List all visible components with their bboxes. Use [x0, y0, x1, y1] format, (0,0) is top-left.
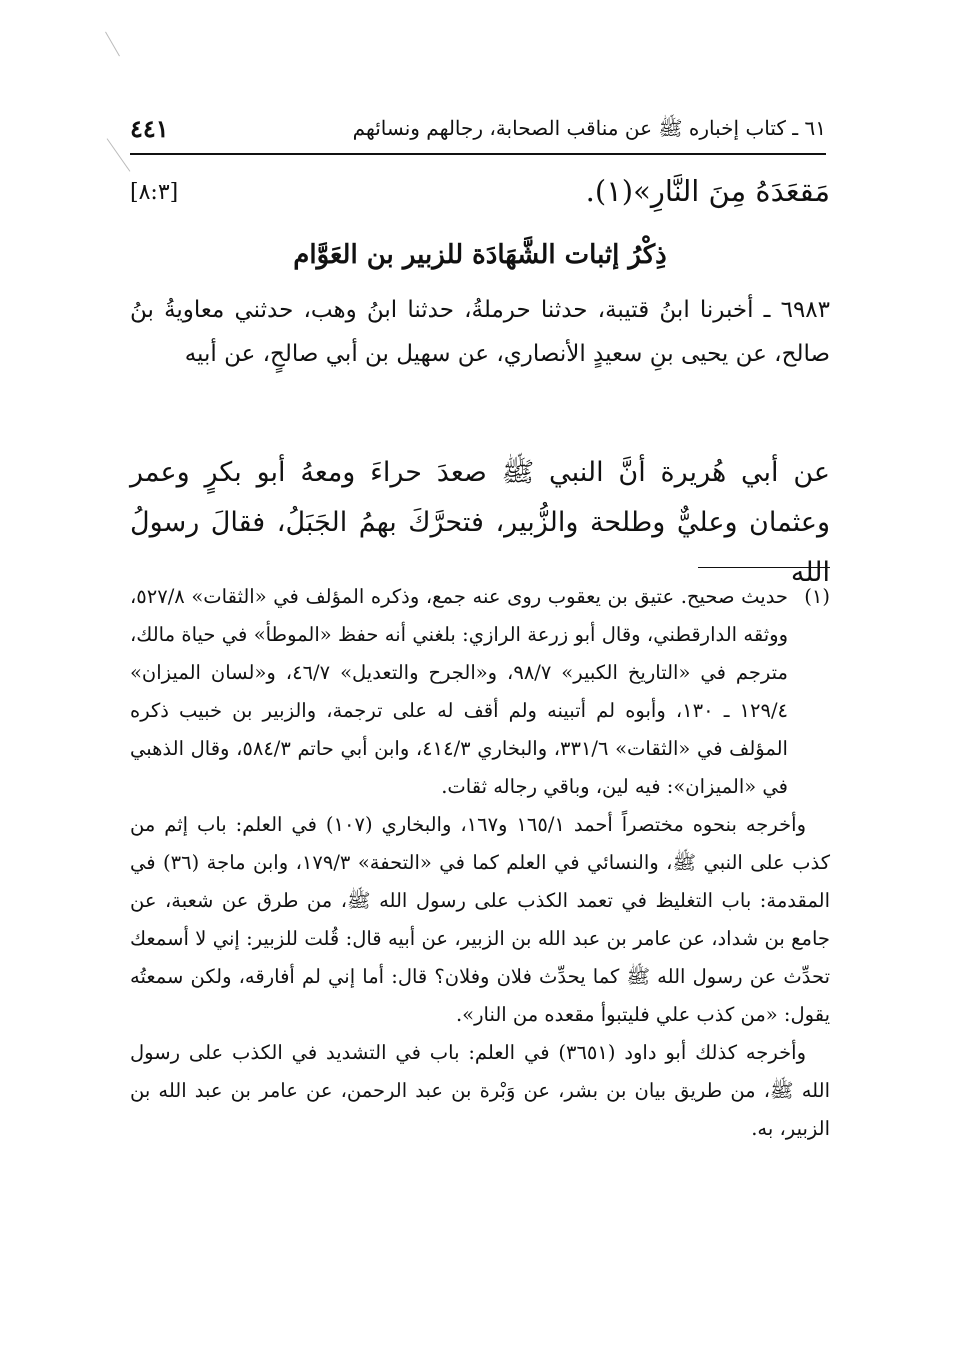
page-number: ٤٤١	[130, 114, 169, 143]
scan-mark	[107, 138, 131, 171]
footnote-paragraph: وأخرجه كذلك أبو داود (٣٦٥١) في العلم: باب في التشديد في الكذب على رسول الله ﷺ، من طريق بيان بن بشر، عن وَبْرة بن عبد الرحمن، عن عامر بن عبد الله بن الزبير، به.	[130, 1041, 830, 1140]
footnote-paragraph: حديث صحيح. عتيق بن يعقوب روى عنه جمع، وذكره المؤلف في «الثقات» ٥٢٧/٨، ووثقه الدارقطني، وقال أبو زرعة الرازي: بلغني أنه حفظ «الموطأ» في حياة مالك، مترجم في «التاريخ الكبير» ٩٨/٧، و«الجرح والتعديل» ٤٦/٧، و«لسان الميزان» ١٢٩/٤ ـ ١٣٠، وأبوه لم أتبينه ولم أقف له على ترجمة، والزبير بن خبيب ذكره المؤلف في «الثقات» ٣٣١/٦، والبخاري ٤١٤/٣، وابن أبي حاتم ٥٨٤/٣، وقال الذهبي في «الميزان»: فيه لين، وباقي رجاله ثقات.	[130, 585, 788, 798]
section-title: ذِكْرُ إثبات الشَّهَادَة للزبير بن العَوَّام	[293, 240, 667, 270]
continuation-text: مَقعَدَهُ مِنَ النَّارِ»(١).	[585, 174, 830, 208]
continuation-line	[130, 170, 830, 220]
footnotes	[130, 578, 830, 1148]
footnote-separator	[698, 567, 830, 568]
hadith-matn: عن أبي هُريرة أنَّ النبي ﷺ صعدَ حراءَ ومعهُ أبو بكرٍ وعمر وعثمان وعليٌّ وطلحة والزُّبير، فتحرَّكَ بهمُ الجَبَلُ، فقالَ رسولُ الله	[130, 457, 830, 588]
footnote-1	[130, 578, 830, 806]
isnad-text: ـ أخبرنا ابنُ قتيبة، حدثنا حرملةُ، حدثنا ابنُ وهب، حدثني معاويةُ بنُ صالح، عن يحيى بنِ سعيدٍ الأنصاري، عن سهيل بن أبي صالحٍ، عن أبيه	[130, 297, 830, 367]
hadith-isnad	[130, 288, 830, 376]
footnote-paragraph: وأخرجه بنحوه مختصراً أحمد ١٦٥/١ و١٦٧، والبخاري (١٠٧) في العلم: باب إثم من كذب على النبي ﷺ، والنسائي في العلم كما في «التحفة» ١٧٩/٣، وابن ماجة (٣٦) في المقدمة: باب التغليظ في تعمد الكذب على رسول الله ﷺ، من طرق عن شعبة، عن جامع بن شداد، عن عامر بن عبد الله بن الزبير، عن أبيه قال: قُلت للزبير: إني لا أسمعك تحدِّث عن رسول الله ﷺ كما يحدِّث فلان وفلان؟ قال: أما إني لم أفارقه، ولكن سمعتُه يقول: «من كذب علي فليتبوأ مقعده من النار».	[130, 813, 830, 1026]
footnote-marker: (١)	[804, 585, 830, 608]
scan-mark	[105, 32, 120, 57]
header-rule	[130, 153, 826, 155]
reference-marker: [٨:٣]	[130, 180, 179, 205]
running-title: ٦١ ـ كتاب إخباره ﷺ عن مناقب الصحابة، رجالهم ونسائهم	[352, 116, 826, 140]
page-header	[130, 112, 826, 150]
hadith-number: ٦٩٨٣	[780, 297, 831, 323]
